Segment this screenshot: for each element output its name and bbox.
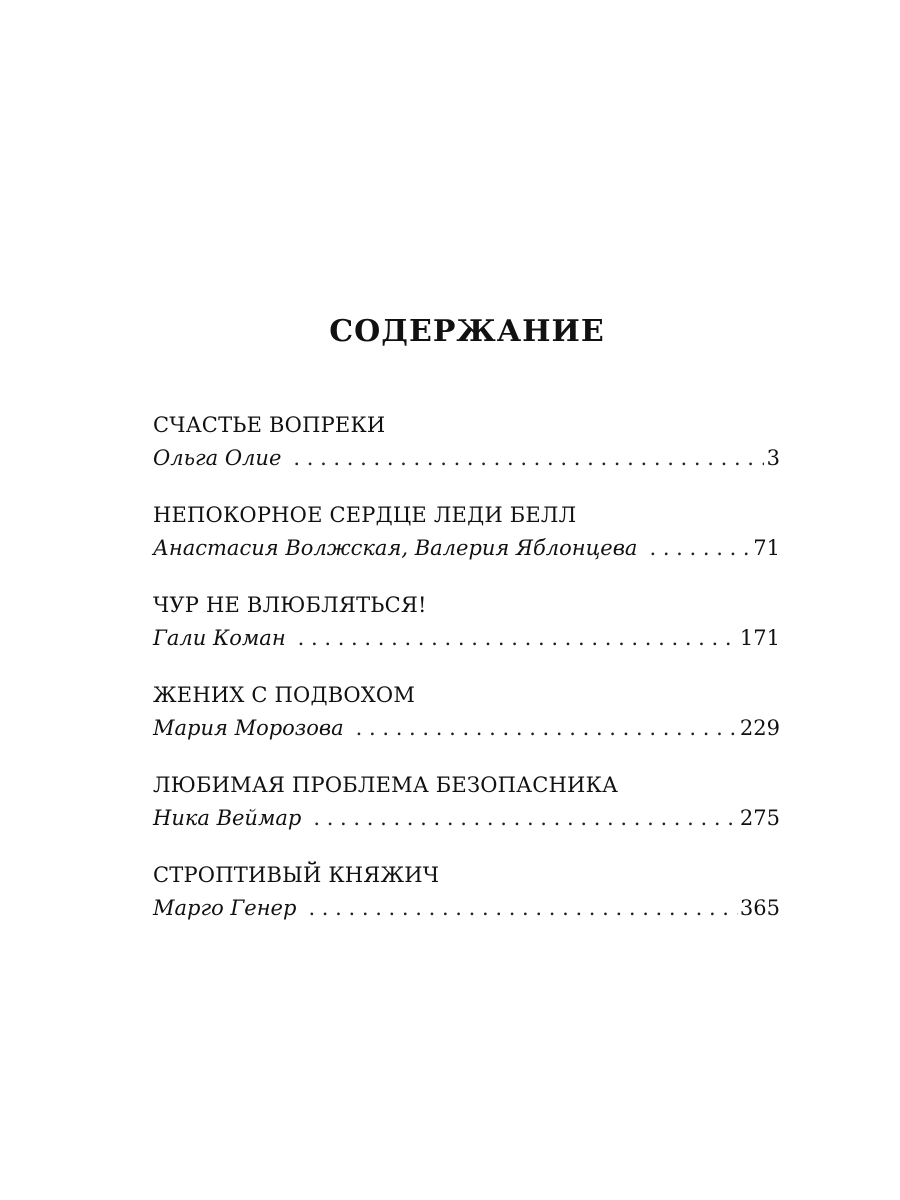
page-number: 229 (739, 716, 780, 740)
author-line (153, 802, 780, 834)
page-number: 365 (739, 896, 780, 920)
page-title: СОДЕРЖАНИЕ (329, 314, 605, 349)
dot-leader (308, 892, 737, 924)
story-title: СТРОПТИВЫЙ КНЯЖИЧ (153, 863, 440, 887)
story-author: Мария Морозова (153, 716, 344, 740)
author-line (153, 712, 780, 744)
story-title: ЛЮБИМАЯ ПРОБЛЕМА БЕЗОПАСНИКА (153, 773, 619, 797)
story-author: Ника Веймар (153, 806, 302, 830)
story-author: Гали Коман (153, 626, 286, 650)
dot-leader (298, 622, 738, 654)
page-number: 3 (766, 446, 780, 470)
story-author: Анастасия Волжская, Валерия Яблонцева (153, 536, 638, 560)
story-author: Ольга Олие (153, 446, 282, 470)
author-line (153, 622, 780, 654)
story-author: Марго Генер (153, 896, 297, 920)
author-line (153, 442, 780, 474)
author-line (153, 532, 780, 564)
toc-entry (153, 678, 780, 768)
toc-entry (153, 498, 780, 588)
dot-leader (313, 802, 738, 834)
story-title: ЖЕНИХ С ПОДВОХОМ (153, 683, 416, 707)
toc-entry (153, 408, 780, 498)
story-title: СЧАСТЬЕ ВОПРЕКИ (153, 413, 386, 437)
page-number: 275 (739, 806, 780, 830)
toc-entry (153, 768, 780, 858)
toc-entry (153, 588, 780, 678)
dot-leader (649, 532, 751, 564)
dot-leader (293, 442, 764, 474)
story-title: НЕПОКОРНОЕ СЕРДЦЕ ЛЕДИ БЕЛЛ (153, 503, 577, 527)
toc-entry (153, 858, 780, 948)
story-title: ЧУР НЕ ВЛЮБЛЯТЬСЯ! (153, 593, 427, 617)
dot-leader (356, 712, 738, 744)
page-number: 171 (739, 626, 780, 650)
author-line (153, 892, 780, 924)
page-number: 71 (753, 536, 780, 560)
table-of-contents (153, 408, 780, 948)
